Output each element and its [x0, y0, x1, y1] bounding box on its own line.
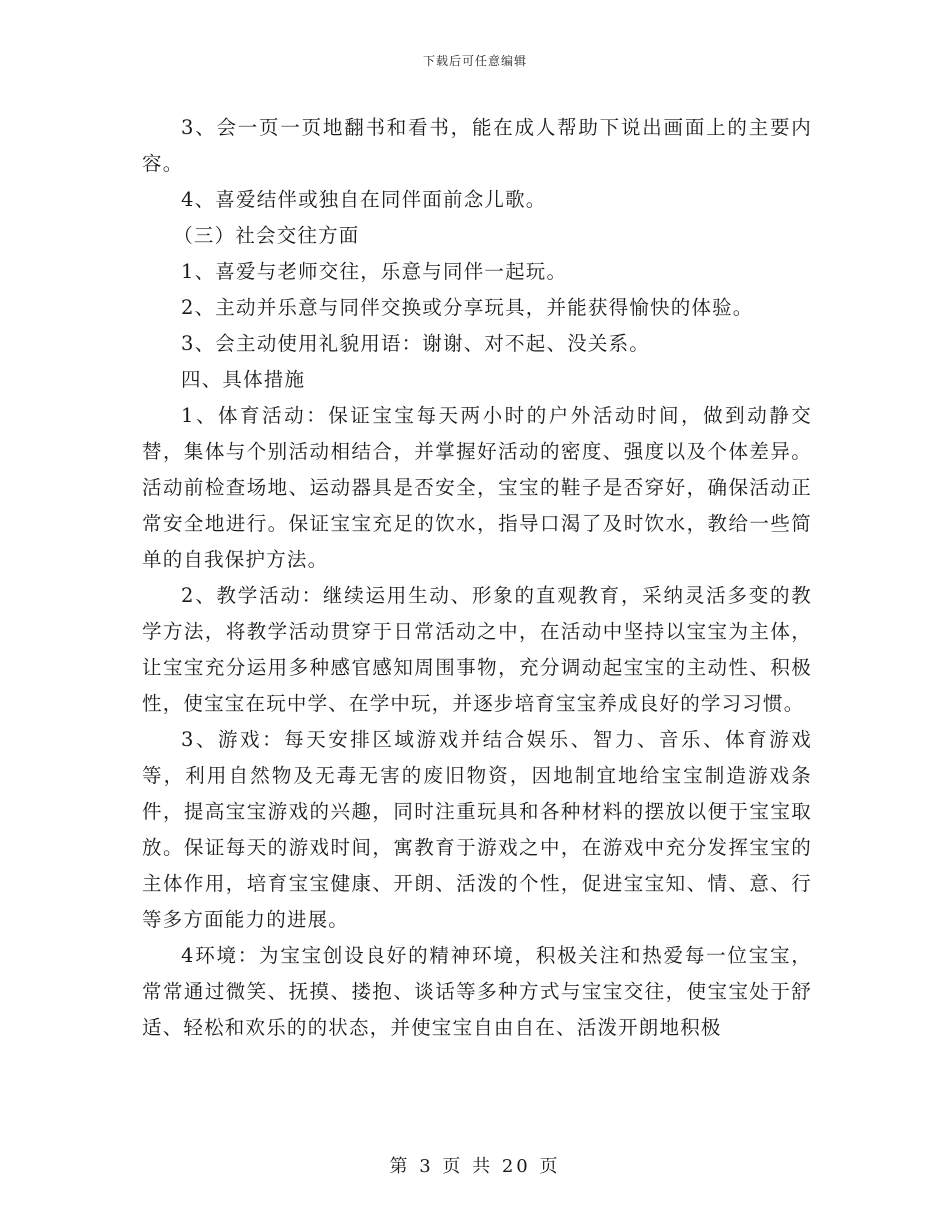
paragraph-measure-teaching: 2、教学活动：继续运用生动、形象的直观教育，采纳灵活多变的教学方法，将教学活动贯穿于日常活动之中，在活动中坚持以宝宝为主体，让宝宝充分运用多种感官感知周围事物，充分调动起宝宝的主动性、积极性，使宝宝在玩中学、在学中玩，并逐步培育宝宝养成良好的学习习惯。 [142, 584, 812, 715]
paragraph-measure-environment: 4环境：为宝宝创设良好的精神环境，积极关注和热爱每一位宝宝，常常通过微笑、抚摸、搂抱、谈话等多种方式与宝宝交往，使宝宝处于舒适、轻松和欢乐的的状态，并使宝宝自由自在、活泼开朗地积极 [142, 944, 812, 1039]
paragraph-measure-games: 3、游戏：每天安排区域游戏并结合娱乐、智力、音乐、体育游戏等，利用自然物及无毒无害的废旧物资，因地制宜地给宝宝制造游戏条件，提高宝宝游戏的兴趣，同时注重玩具和各种材料的摆放以便于宝宝取放。保证每天的游戏时间，寓教育于游戏之中，在游戏中充分发挥宝宝的主体作用，培育宝宝健康、开朗、活泼的个性，促进宝宝知、情、意、行等多方面能力的进展。 [142, 728, 812, 931]
paragraph-social-item-2: 2、主动并乐意与同伴交换或分享玩具，并能获得愉快的体验。 [181, 296, 754, 319]
page-header: 下载后可任意编辑 [422, 54, 527, 68]
section-heading-measures: 四、具体措施 [181, 368, 306, 391]
document-body [142, 110, 812, 1046]
paragraph-reading-item-4: 4、喜爱结伴或独自在同伴面前念儿歌。 [181, 188, 547, 211]
paragraph-reading-item-3: 3、会一页一页地翻书和看书，能在成人帮助下说出画面上的主要内容。 [142, 116, 812, 175]
paragraph-measure-sports: 1、体育活动：保证宝宝每天两小时的户外活动时间，做到动静交替，集体与个别活动相结合，并掌握好活动的密度、强度以及个体差异。活动前检查场地、运动器具是否安全，宝宝的鞋子是否穿好，确保活动正常安全地进行。保证宝宝充足的饮水，指导口渴了及时饮水，教给一些简单的自我保护方法。 [142, 404, 812, 571]
section-heading-social: （三）社会交往方面 [173, 224, 360, 247]
paragraph-social-item-3: 3、会主动使用礼貌用语：谢谢、对不起、没关系。 [181, 332, 651, 355]
paragraph-social-item-1: 1、喜爱与老师交往，乐意与同伴一起玩。 [181, 260, 568, 283]
page-footer: 第 3 页 共 20 页 [389, 1156, 561, 1177]
